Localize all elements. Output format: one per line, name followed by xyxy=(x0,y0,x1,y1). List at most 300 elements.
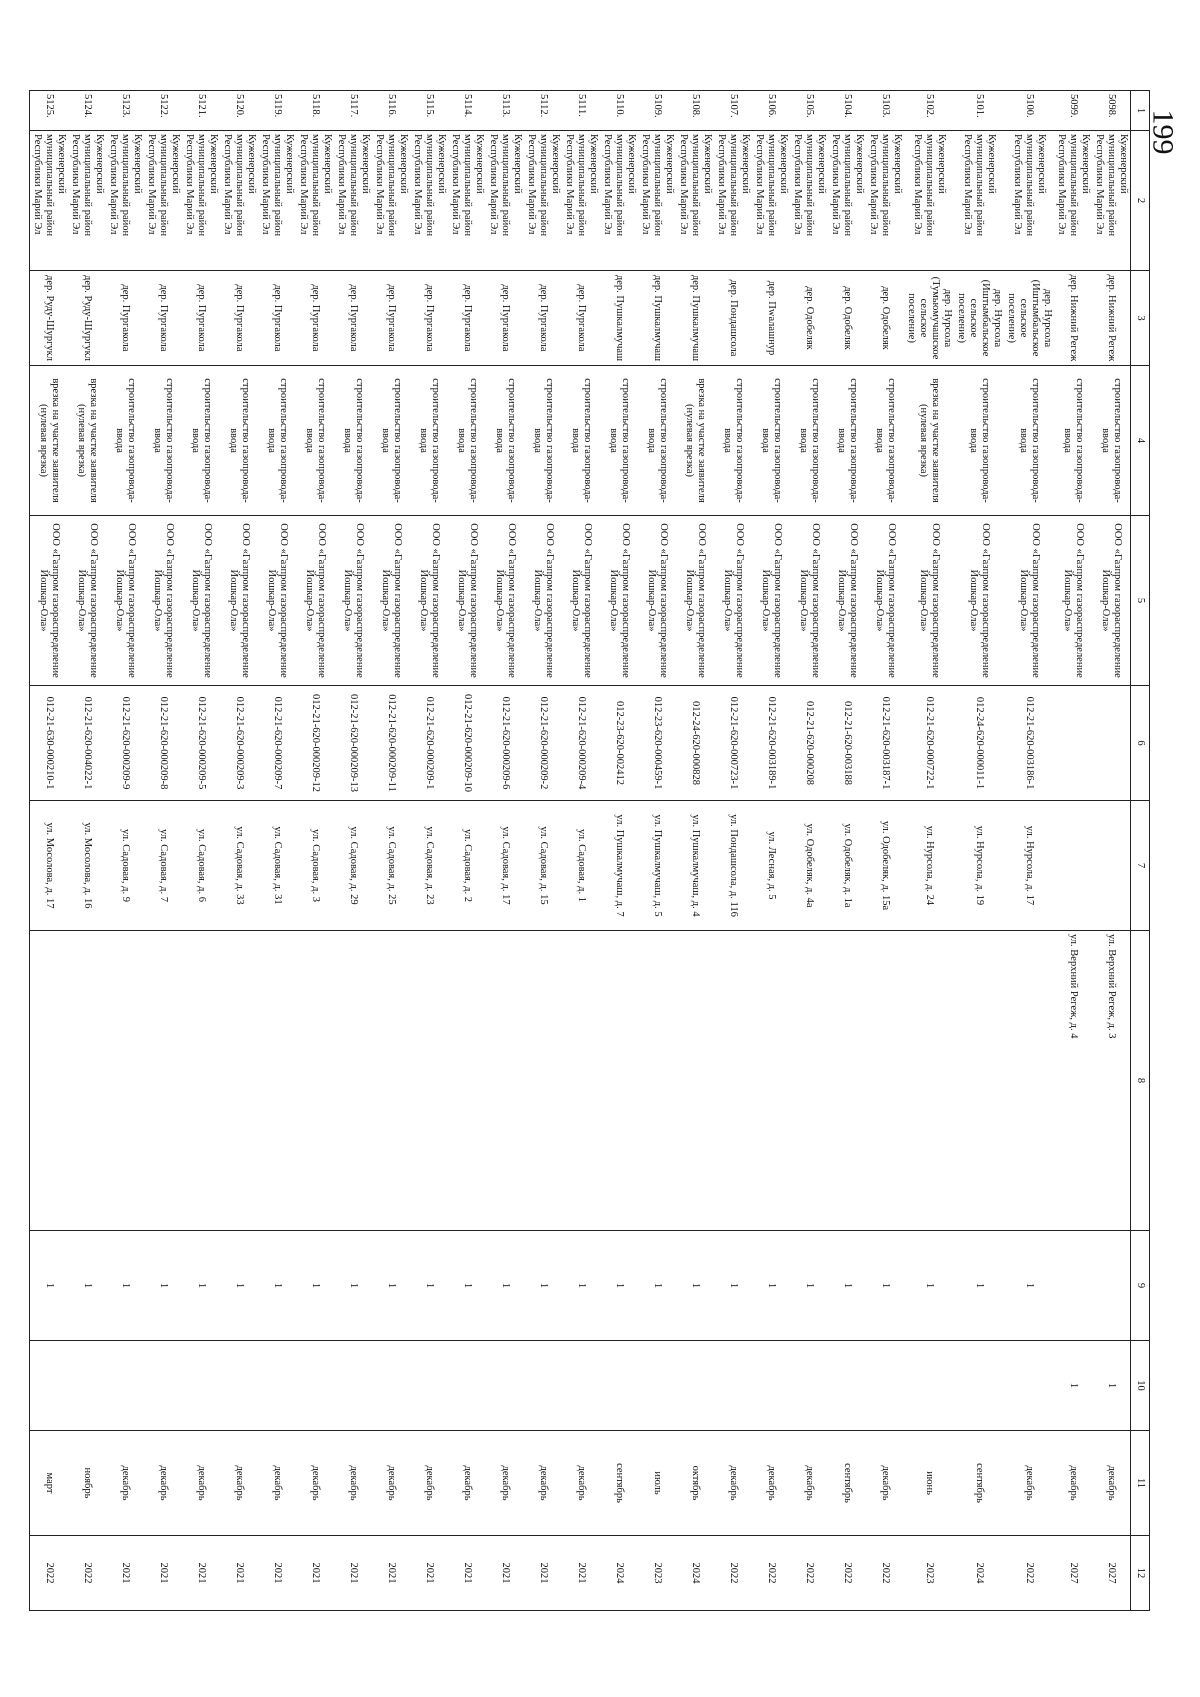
organization-cell: ООО «Газпром газораспределение Йошкар-Ола» xyxy=(638,516,676,686)
organization-cell: ООО «Газпром газораспределение Йошкар-Ола» xyxy=(1054,516,1092,686)
month-cell: июнь xyxy=(904,1431,954,1536)
table-row xyxy=(752,91,790,1611)
organization-cell: ООО «Газпром газораспределение Йошкар-Ола» xyxy=(954,516,1004,686)
organization-cell: ООО «Газпром газораспределение Йошкар-Ола» xyxy=(828,516,866,686)
table-row xyxy=(1004,91,1054,1611)
row-number: 5120. xyxy=(220,91,258,131)
count-col10-cell xyxy=(486,1341,524,1431)
organization-cell: ООО «Газпром газораспределение Йошкар-Ола» xyxy=(676,516,714,686)
cadastral-cell xyxy=(1054,686,1092,801)
organization-cell: ООО «Газпром газораспределение Йошкар-Ола» xyxy=(258,516,296,686)
table-row xyxy=(676,91,714,1611)
count-col9-cell: 1 xyxy=(524,1231,562,1341)
organization-cell: ООО «Газпром газораспределение Йошкар-Ола» xyxy=(524,516,562,686)
count-col9-cell: 1 xyxy=(600,1231,638,1341)
settlement-cell: дер. Пургакола xyxy=(220,271,258,366)
count-col10-cell xyxy=(68,1341,106,1431)
year-cell: 2021 xyxy=(144,1536,182,1611)
address-cell xyxy=(30,931,69,1231)
settlement-cell: дер. Руду-Шургукл xyxy=(68,271,106,366)
district-cell: Куженерский муниципальный район Республики Марий Эл xyxy=(866,131,904,271)
district-cell: Куженерский муниципальный район Республики Марий Эл xyxy=(144,131,182,271)
work-type-cell: строительство газопровода-ввода xyxy=(486,366,524,516)
cadastral-cell: 012-23-620-002412 xyxy=(600,686,638,801)
address-cell xyxy=(144,931,182,1231)
address-cell xyxy=(410,931,448,1231)
count-col9-cell: 1 xyxy=(182,1231,220,1341)
row-number: 5110. xyxy=(600,91,638,131)
cadastral-cell xyxy=(1092,686,1131,801)
address-cell: ул. Верхний Регеж, д. 4 xyxy=(1054,931,1092,1231)
rotated-table-container xyxy=(32,90,1150,1610)
cadastral-cell: 012-21-620-000722-1 xyxy=(904,686,954,801)
work-type-cell: строительство газопровода-ввода xyxy=(1092,366,1131,516)
table-row xyxy=(258,91,296,1611)
street-cell: ул. Садовая, д. 23 xyxy=(410,801,448,931)
count-col9-cell: 1 xyxy=(258,1231,296,1341)
settlement-cell: дер. Пушкалмучаш xyxy=(600,271,638,366)
month-cell: сентябрь xyxy=(954,1431,1004,1536)
table-row xyxy=(600,91,638,1611)
street-cell: ул. Садовая, д. 7 xyxy=(144,801,182,931)
table-row xyxy=(182,91,220,1611)
month-cell: декабрь xyxy=(296,1431,334,1536)
count-col10-cell xyxy=(334,1341,372,1431)
district-cell: Куженерский муниципальный район Республики Марий Эл xyxy=(524,131,562,271)
work-type-cell: строительство газопровода-ввода xyxy=(106,366,144,516)
cadastral-cell: 012-21-620-000209-1 xyxy=(410,686,448,801)
settlement-cell: дер. Пургакола xyxy=(182,271,220,366)
district-cell: Куженерский муниципальный район Республики Марий Эл xyxy=(752,131,790,271)
cadastral-cell: 012-21-620-000209-11 xyxy=(372,686,410,801)
count-col10-cell xyxy=(410,1341,448,1431)
address-cell xyxy=(68,931,106,1231)
settlement-cell: дер. Нурсола (Иштымбальское сельское поселение) xyxy=(954,271,1004,366)
work-type-cell: строительство газопровода-ввода xyxy=(954,366,1004,516)
district-cell: Куженерский муниципальный район Республики Марий Эл xyxy=(676,131,714,271)
address-cell xyxy=(752,931,790,1231)
organization-cell: ООО «Газпром газораспределение Йошкар-Ола» xyxy=(106,516,144,686)
table-row xyxy=(296,91,334,1611)
street-cell: ул. Садовая, д. 31 xyxy=(258,801,296,931)
cadastral-cell: 012-24-620-000828 xyxy=(676,686,714,801)
organization-cell: ООО «Газпром газораспределение Йошкар-Ола» xyxy=(410,516,448,686)
count-col9-cell: 1 xyxy=(30,1231,69,1341)
settlement-cell: дер. Нижний Регеж xyxy=(1054,271,1092,366)
district-cell: Куженерский муниципальный район Республики Марий Эл xyxy=(486,131,524,271)
year-cell: 2021 xyxy=(448,1536,486,1611)
table-row xyxy=(866,91,904,1611)
month-cell: декабрь xyxy=(258,1431,296,1536)
work-type-cell: врезка на участке заявителя (нулевая врезка) xyxy=(30,366,69,516)
month-cell: декабрь xyxy=(562,1431,600,1536)
month-cell: декабрь xyxy=(866,1431,904,1536)
row-number: 5098. xyxy=(1092,91,1131,131)
row-number: 5122. xyxy=(144,91,182,131)
address-cell xyxy=(258,931,296,1231)
month-cell: декабрь xyxy=(752,1431,790,1536)
cadastral-cell: 012-21-630-000210-1 xyxy=(30,686,69,801)
count-col10-cell xyxy=(904,1341,954,1431)
month-cell: декабрь xyxy=(106,1431,144,1536)
work-type-cell: строительство газопровода-ввода xyxy=(182,366,220,516)
row-number: 5105. xyxy=(790,91,828,131)
address-cell xyxy=(600,931,638,1231)
count-col10-cell xyxy=(828,1341,866,1431)
count-col10-cell xyxy=(954,1341,1004,1431)
address-cell xyxy=(372,931,410,1231)
settlement-cell: дер. Пургакола xyxy=(258,271,296,366)
count-col10-cell xyxy=(790,1341,828,1431)
year-cell: 2022 xyxy=(790,1536,828,1611)
address-cell xyxy=(954,931,1004,1231)
count-col10-cell xyxy=(562,1341,600,1431)
year-cell: 2021 xyxy=(334,1536,372,1611)
table-row xyxy=(954,91,1004,1611)
table-row xyxy=(638,91,676,1611)
year-cell: 2022 xyxy=(828,1536,866,1611)
count-col9-cell: 1 xyxy=(638,1231,676,1341)
settlement-cell: дер. Пургакола xyxy=(486,271,524,366)
row-number: 5117. xyxy=(334,91,372,131)
count-col10-cell xyxy=(752,1341,790,1431)
year-cell: 2027 xyxy=(1092,1536,1131,1611)
district-cell: Куженерский муниципальный район Республики Марий Эл xyxy=(30,131,69,271)
table-row xyxy=(30,91,69,1611)
organization-cell: ООО «Газпром газораспределение Йошкар-Ола» xyxy=(30,516,69,686)
year-cell: 2021 xyxy=(296,1536,334,1611)
cadastral-cell: 012-21-620-004022-1 xyxy=(68,686,106,801)
street-cell: ул. Одобеляк, д. 4а xyxy=(790,801,828,931)
street-cell: ул. Садовая, д. 25 xyxy=(372,801,410,931)
address-cell xyxy=(182,931,220,1231)
count-col9-cell xyxy=(1054,1231,1092,1341)
count-col9-cell: 1 xyxy=(904,1231,954,1341)
settlement-cell: дер. Пургакола xyxy=(448,271,486,366)
row-number: 5113. xyxy=(486,91,524,131)
table-row xyxy=(828,91,866,1611)
month-cell: март xyxy=(30,1431,69,1536)
address-cell xyxy=(714,931,752,1231)
row-number: 5104. xyxy=(828,91,866,131)
address-cell xyxy=(220,931,258,1231)
count-col9-cell: 1 xyxy=(752,1231,790,1341)
street-cell: ул. Садовая, д. 1 xyxy=(562,801,600,931)
month-cell: сентябрь xyxy=(828,1431,866,1536)
year-cell: 2022 xyxy=(866,1536,904,1611)
work-type-cell: строительство газопровода-ввода xyxy=(334,366,372,516)
district-cell: Куженерский муниципальный район Республики Марий Эл xyxy=(334,131,372,271)
settlement-cell: дер. Нурсола (Иштымбальское сельское поселение) xyxy=(1004,271,1054,366)
count-col10-cell xyxy=(372,1341,410,1431)
work-type-cell: строительство газопровода-ввода xyxy=(752,366,790,516)
street-cell: ул. Садовая, д. 9 xyxy=(106,801,144,931)
address-cell xyxy=(486,931,524,1231)
organization-cell: ООО «Газпром газораспределение Йошкар-Ола» xyxy=(790,516,828,686)
cadastral-cell: 012-21-620-000209-9 xyxy=(106,686,144,801)
gasification-table xyxy=(29,90,1150,1611)
year-cell: 2024 xyxy=(954,1536,1004,1611)
street-cell: ул. Садовая, д. 17 xyxy=(486,801,524,931)
settlement-cell: дер. Одобеляк xyxy=(828,271,866,366)
street-cell: ул. Пушкалмучаш, д. 5 xyxy=(638,801,676,931)
work-type-cell: врезка на участке заявителя (нулевая врезка) xyxy=(904,366,954,516)
cadastral-cell: 012-21-620-000209-13 xyxy=(334,686,372,801)
organization-cell: ООО «Газпром газораспределение Йошкар-Ола» xyxy=(904,516,954,686)
address-cell xyxy=(448,931,486,1231)
street-cell: ул. Одобеляк, д. 1а xyxy=(828,801,866,931)
street-cell xyxy=(1092,801,1131,931)
count-col10-cell xyxy=(296,1341,334,1431)
col-header-4: 4 xyxy=(1131,366,1150,516)
district-cell: Куженерский муниципальный район Республики Марий Эл xyxy=(1092,131,1131,271)
page-number: 199 xyxy=(1146,109,1180,155)
work-type-cell: строительство газопровода-ввода xyxy=(638,366,676,516)
work-type-cell: врезка на участке заявителя (нулевая врезка) xyxy=(676,366,714,516)
year-cell: 2023 xyxy=(904,1536,954,1611)
month-cell: ноябрь xyxy=(68,1431,106,1536)
count-col10-cell xyxy=(524,1341,562,1431)
count-col9-cell: 1 xyxy=(68,1231,106,1341)
row-number: 5111. xyxy=(562,91,600,131)
address-cell xyxy=(296,931,334,1231)
count-col9-cell: 1 xyxy=(790,1231,828,1341)
count-col9-cell: 1 xyxy=(676,1231,714,1341)
settlement-cell: дер. Пургакола xyxy=(372,271,410,366)
organization-cell: ООО «Газпром газораспределение Йошкар-Ола» xyxy=(372,516,410,686)
street-cell: ул. Нурсола, д. 24 xyxy=(904,801,954,931)
settlement-cell: дер. Пургакола xyxy=(106,271,144,366)
month-cell: декабрь xyxy=(334,1431,372,1536)
district-cell: Куженерский муниципальный район Республики Марий Эл xyxy=(714,131,752,271)
count-col9-cell: 1 xyxy=(486,1231,524,1341)
month-cell: декабрь xyxy=(524,1431,562,1536)
address-cell: ул. Верхний Регеж, д. 3 xyxy=(1092,931,1131,1231)
month-cell: декабрь xyxy=(1054,1431,1092,1536)
year-cell: 2021 xyxy=(410,1536,448,1611)
district-cell: Куженерский муниципальный район Республики Марий Эл xyxy=(448,131,486,271)
count-col9-cell: 1 xyxy=(144,1231,182,1341)
address-cell xyxy=(676,931,714,1231)
cadastral-cell: 012-24-620-000011-1 xyxy=(954,686,1004,801)
work-type-cell: строительство газопровода-ввода xyxy=(790,366,828,516)
table-row xyxy=(562,91,600,1611)
year-cell: 2027 xyxy=(1054,1536,1092,1611)
street-cell: ул. Пушкалмучаш, д. 7 xyxy=(600,801,638,931)
district-cell: Куженерский муниципальный район Республики Марий Эл xyxy=(638,131,676,271)
year-cell: 2021 xyxy=(106,1536,144,1611)
organization-cell: ООО «Газпром газораспределение Йошкар-Ола» xyxy=(448,516,486,686)
street-cell: ул. Садовая, д. 2 xyxy=(448,801,486,931)
col-header-9: 9 xyxy=(1131,1231,1150,1341)
work-type-cell: строительство газопровода-ввода xyxy=(1054,366,1092,516)
table-row xyxy=(904,91,954,1611)
address-cell xyxy=(790,931,828,1231)
organization-cell: ООО «Газпром газораспределение Йошкар-Ола» xyxy=(752,516,790,686)
col-header-10: 10 xyxy=(1131,1341,1150,1431)
cadastral-cell: 012-21-620-000209-2 xyxy=(524,686,562,801)
month-cell: декабрь xyxy=(790,1431,828,1536)
district-cell: Куженерский муниципальный район Республики Марий Эл xyxy=(1054,131,1092,271)
organization-cell: ООО «Газпром газораспределение Йошкар-Ола» xyxy=(562,516,600,686)
month-cell: декабрь xyxy=(182,1431,220,1536)
count-col10-cell xyxy=(30,1341,69,1431)
table-row xyxy=(410,91,448,1611)
month-cell: декабрь xyxy=(1092,1431,1131,1536)
address-cell xyxy=(334,931,372,1231)
district-cell: Куженерский муниципальный район Республики Марий Эл xyxy=(410,131,448,271)
settlement-cell: дер. Пургакола xyxy=(296,271,334,366)
year-cell: 2022 xyxy=(30,1536,69,1611)
work-type-cell: строительство газопровода-ввода xyxy=(524,366,562,516)
settlement-cell: дер. Пургакола xyxy=(562,271,600,366)
row-number: 5121. xyxy=(182,91,220,131)
work-type-cell: строительство газопровода-ввода xyxy=(258,366,296,516)
table-row xyxy=(486,91,524,1611)
district-cell: Куженерский муниципальный район Республики Марий Эл xyxy=(1004,131,1054,271)
month-cell: декабрь xyxy=(372,1431,410,1536)
table-row xyxy=(68,91,106,1611)
count-col9-cell xyxy=(1092,1231,1131,1341)
year-cell: 2024 xyxy=(676,1536,714,1611)
table-row xyxy=(144,91,182,1611)
cadastral-cell: 012-21-620-000209-12 xyxy=(296,686,334,801)
settlement-cell: дер. Пwaлашнур xyxy=(752,271,790,366)
col-header-12: 12 xyxy=(1131,1536,1150,1611)
count-col10-cell xyxy=(676,1341,714,1431)
street-cell: ул. Мосолова, д. 17 xyxy=(30,801,69,931)
count-col10-cell xyxy=(106,1341,144,1431)
street-cell: ул. Садовая, д. 29 xyxy=(334,801,372,931)
count-col9-cell: 1 xyxy=(714,1231,752,1341)
year-cell: 2023 xyxy=(638,1536,676,1611)
work-type-cell: строительство газопровода-ввода xyxy=(600,366,638,516)
table-row xyxy=(1054,91,1092,1611)
organization-cell: ООО «Газпром газораспределение Йошкар-Ола» xyxy=(68,516,106,686)
month-cell: декабрь xyxy=(486,1431,524,1536)
street-cell: ул. Садовая, д. 3 xyxy=(296,801,334,931)
district-cell: Куженерский муниципальный район Республики Марий Эл xyxy=(220,131,258,271)
row-number: 5103. xyxy=(866,91,904,131)
col-header-5: 5 xyxy=(1131,516,1150,686)
row-number: 5119. xyxy=(258,91,296,131)
row-number: 5116. xyxy=(372,91,410,131)
settlement-cell: дер. Пургакола xyxy=(144,271,182,366)
count-col9-cell: 1 xyxy=(220,1231,258,1341)
street-cell: ул. Одобеляк, д. 15а xyxy=(866,801,904,931)
street-cell: ул. Пушкалмучаш, д. 4 xyxy=(676,801,714,931)
work-type-cell: строительство газопровода-ввода xyxy=(144,366,182,516)
organization-cell: ООО «Газпром газораспределение Йошкар-Ола» xyxy=(486,516,524,686)
row-number: 5099. xyxy=(1054,91,1092,131)
month-cell: сентябрь xyxy=(600,1431,638,1536)
count-col10-cell xyxy=(448,1341,486,1431)
address-cell xyxy=(106,931,144,1231)
district-cell: Куженерский муниципальный район Республики Марий Эл xyxy=(106,131,144,271)
month-cell: декабрь xyxy=(220,1431,258,1536)
street-cell: ул. Пондашсола, д. 116 xyxy=(714,801,752,931)
street-cell: ул. Лесная, д. 5 xyxy=(752,801,790,931)
col-header-3: 3 xyxy=(1131,271,1150,366)
count-col9-cell: 1 xyxy=(1004,1231,1054,1341)
cadastral-cell: 012-21-620-003189-1 xyxy=(752,686,790,801)
year-cell: 2021 xyxy=(486,1536,524,1611)
cadastral-cell: 012-21-620-000209-7 xyxy=(258,686,296,801)
organization-cell: ООО «Газпром газораспределение Йошкар-Ола» xyxy=(296,516,334,686)
row-number: 5114. xyxy=(448,91,486,131)
row-number: 5118. xyxy=(296,91,334,131)
organization-cell: ООО «Газпром газораспределение Йошкар-Ола» xyxy=(866,516,904,686)
district-cell: Куженерский муниципальный район Республики Марий Эл xyxy=(372,131,410,271)
table-row xyxy=(714,91,752,1611)
month-cell: декабрь xyxy=(448,1431,486,1536)
settlement-cell: дер. Одобеляк xyxy=(866,271,904,366)
organization-cell: ООО «Газпром газораспределение Йошкар-Ола» xyxy=(1092,516,1131,686)
work-type-cell: строительство газопровода-ввода xyxy=(828,366,866,516)
count-col10-cell xyxy=(1004,1341,1054,1431)
count-col10-cell xyxy=(182,1341,220,1431)
address-cell xyxy=(904,931,954,1231)
work-type-cell: строительство газопровода-ввода xyxy=(410,366,448,516)
work-type-cell: строительство газопровода-ввода xyxy=(296,366,334,516)
organization-cell: ООО «Газпром газораспределение Йошкар-Ола» xyxy=(334,516,372,686)
cadastral-cell: 012-21-620-000209-10 xyxy=(448,686,486,801)
cadastral-cell: 012-21-620-003188 xyxy=(828,686,866,801)
address-cell xyxy=(638,931,676,1231)
table-row xyxy=(334,91,372,1611)
month-cell: декабрь xyxy=(1004,1431,1054,1536)
year-cell: 2022 xyxy=(752,1536,790,1611)
table-row xyxy=(106,91,144,1611)
table-row xyxy=(220,91,258,1611)
street-cell: ул. Нурсола, д. 19 xyxy=(954,801,1004,931)
month-cell: июль xyxy=(638,1431,676,1536)
address-cell xyxy=(1004,931,1054,1231)
work-type-cell: строительство газопровода-ввода xyxy=(220,366,258,516)
month-cell: декабрь xyxy=(144,1431,182,1536)
count-col9-cell: 1 xyxy=(410,1231,448,1341)
year-cell: 2021 xyxy=(182,1536,220,1611)
cadastral-cell: 012-21-620-003186-1 xyxy=(1004,686,1054,801)
count-col9-cell: 1 xyxy=(296,1231,334,1341)
cadastral-cell: 012-21-620-003187-1 xyxy=(866,686,904,801)
year-cell: 2022 xyxy=(714,1536,752,1611)
settlement-cell: дер. Пондашсола xyxy=(714,271,752,366)
cadastral-cell: 012-21-620-000209-4 xyxy=(562,686,600,801)
street-cell: ул. Садовая, д. 33 xyxy=(220,801,258,931)
settlement-cell: дер. Пушкалмучаш xyxy=(638,271,676,366)
count-col9-cell: 1 xyxy=(448,1231,486,1341)
cadastral-cell: 012-21-620-000209-6 xyxy=(486,686,524,801)
row-number: 5125. xyxy=(30,91,69,131)
settlement-cell: дер. Пургакола xyxy=(410,271,448,366)
count-col10-cell xyxy=(220,1341,258,1431)
street-cell xyxy=(1054,801,1092,931)
count-col10-cell xyxy=(638,1341,676,1431)
settlement-cell: дер. Пургакола xyxy=(524,271,562,366)
settlement-cell: дер. Одобеляк xyxy=(790,271,828,366)
count-col9-cell: 1 xyxy=(106,1231,144,1341)
settlement-cell: дер. Руду-Шургукл xyxy=(30,271,69,366)
count-col10-cell: 1 xyxy=(1092,1341,1131,1431)
district-cell: Куженерский муниципальный район Республики Марий Эл xyxy=(600,131,638,271)
address-cell xyxy=(828,931,866,1231)
cadastral-cell: 012-21-620-000209-5 xyxy=(182,686,220,801)
district-cell: Куженерский муниципальный район Республики Марий Эл xyxy=(68,131,106,271)
work-type-cell: строительство газопровода-ввода xyxy=(1004,366,1054,516)
row-number: 5100. xyxy=(1004,91,1054,131)
count-col9-cell: 1 xyxy=(954,1231,1004,1341)
